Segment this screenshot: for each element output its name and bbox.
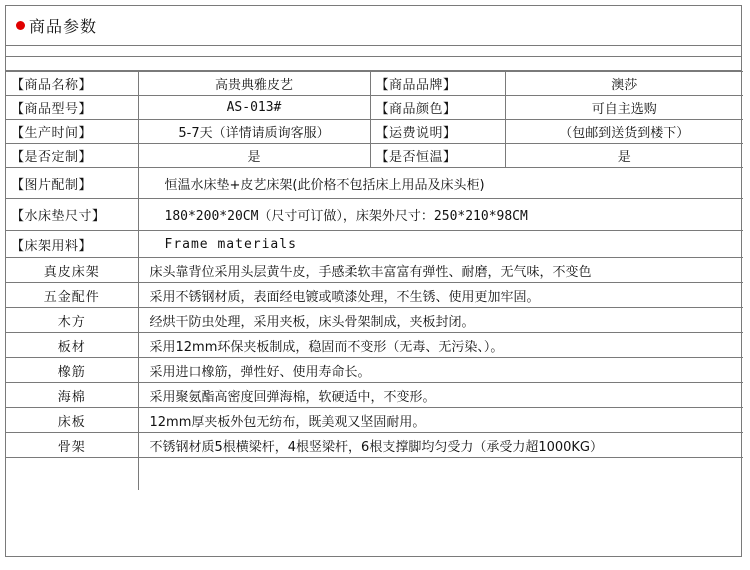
spacer-row	[6, 46, 741, 57]
material-name: 木方	[6, 308, 138, 333]
param-label: 【商品型号】	[6, 96, 138, 120]
param-label: 【床架用料】	[6, 231, 138, 258]
param-value: 180*200*20CM（尺寸可订做），床架外尺寸：250*210*98CM	[138, 199, 743, 231]
param-value: 澳莎	[505, 72, 743, 96]
material-row	[6, 308, 743, 333]
section-header	[6, 6, 741, 46]
material-desc: 采用聚氨酯高密度回弹海棉，软硬适中，不变形。	[138, 383, 743, 408]
empty-cell	[6, 458, 138, 491]
material-name: 床板	[6, 408, 138, 433]
material-desc: 采用12mm环保夹板制成，稳固而不变形（无毒、无污染、）。	[138, 333, 743, 358]
param-value: 是	[505, 144, 743, 168]
param-label: 【生产时间】	[6, 120, 138, 144]
param-value: Frame materials	[138, 231, 743, 258]
spacer-row	[6, 57, 741, 71]
material-row	[6, 408, 743, 433]
param-row	[6, 96, 743, 120]
param-value: 是	[138, 144, 370, 168]
material-row	[6, 433, 743, 458]
param-label: 【图片配制】	[6, 168, 138, 199]
param-value: （包邮到送货到楼下）	[505, 120, 743, 144]
param-label: 【是否恒温】	[370, 144, 505, 168]
material-name: 骨架	[6, 433, 138, 458]
param-row	[6, 72, 743, 96]
param-value: 高贵典雅皮艺	[138, 72, 370, 96]
material-desc: 采用不锈钢材质，表面经电镀或喷漆处理，不生锈、使用更加牢固。	[138, 283, 743, 308]
material-desc: 经烘干防虫处理，采用夹板，床头骨架制成，夹板封闭。	[138, 308, 743, 333]
param-label: 【商品颜色】	[370, 96, 505, 120]
empty-cell	[138, 458, 743, 491]
material-name: 橡筋	[6, 358, 138, 383]
params-table	[6, 71, 743, 490]
product-params-panel	[5, 5, 742, 557]
param-value: 恒温水床垫+皮艺床架(此价格不包括床上用品及床头柜)	[138, 168, 743, 199]
param-row	[6, 144, 743, 168]
param-row-wide	[6, 168, 743, 199]
red-dot-icon	[16, 21, 25, 30]
param-value: 5-7天（详情请质询客服）	[138, 120, 370, 144]
param-label: 【运费说明】	[370, 120, 505, 144]
material-name: 真皮床架	[6, 258, 138, 283]
param-label: 【是否定制】	[6, 144, 138, 168]
empty-row	[6, 458, 743, 491]
param-value: AS-013#	[138, 96, 370, 120]
material-row	[6, 283, 743, 308]
param-row-wide	[6, 199, 743, 231]
material-row	[6, 383, 743, 408]
material-desc: 床头靠背位采用头层黄牛皮，手感柔软丰富富有弹性、耐磨，无气味，不变色	[138, 258, 743, 283]
param-row	[6, 120, 743, 144]
section-title: 商品参数	[29, 17, 98, 36]
material-row	[6, 358, 743, 383]
param-label: 【水床垫尺寸】	[6, 199, 138, 231]
material-name: 五金配件	[6, 283, 138, 308]
param-row-wide	[6, 231, 743, 258]
material-desc: 不锈钢材质5根横梁杆，4根竖梁杆，6根支撑脚均匀受力（承受力超1000KG）	[138, 433, 743, 458]
material-desc: 12mm厚夹板外包无纺布，既美观又坚固耐用。	[138, 408, 743, 433]
material-name: 海棉	[6, 383, 138, 408]
param-label: 【商品名称】	[6, 72, 138, 96]
material-name: 板材	[6, 333, 138, 358]
material-row	[6, 333, 743, 358]
param-label: 【商品品牌】	[370, 72, 505, 96]
param-value: 可自主选购	[505, 96, 743, 120]
material-row	[6, 258, 743, 283]
material-desc: 采用进口橡筋，弹性好、使用寿命长。	[138, 358, 743, 383]
